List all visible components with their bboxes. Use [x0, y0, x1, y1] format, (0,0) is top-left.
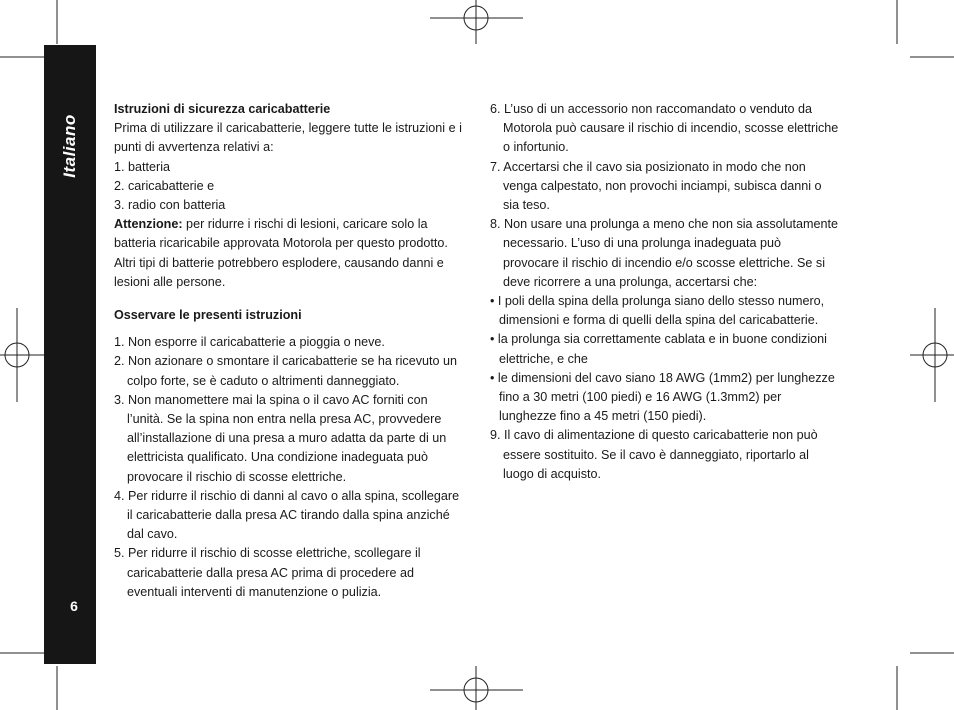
list-item: 9. Il cavo di alimentazione di questo caricabatterie non può essere sostituito. Se il cavo è danneggiato, riportarlo al luogo di acquisto. — [490, 428, 818, 481]
instruction-list-continued — [490, 100, 840, 484]
intro-paragraph: Prima di utilizzare il caricabatterie, leggere tutte le istruzioni e i punti di avvertenza relativi a: — [114, 121, 462, 155]
bullet-item: • la prolunga sia correttamente cablata e in buone condizioni elettriche, e che — [490, 332, 827, 366]
warning-text: per ridurre i rischi di lesioni, caricare solo la batteria ricaricabile approvata Motorola per questo prodotto. Altri tipi di batterie potrebbero esplodere, causando danni e lesioni alle persone. — [114, 217, 448, 289]
list-item: 7. Accertarsi che il cavo sia posizionato in modo che non venga calpestato, non provochi inciampi, subisca danni o sia teso. — [490, 159, 822, 213]
intro-item-3: 3. radio con batteria — [114, 198, 226, 213]
list-item: 5. Per ridurre il rischio di scosse elettriche, scollegare il caricabatterie dalla presa AC prima di procedere ad eventuali interventi di manutenzione o pulizia. — [114, 546, 421, 599]
list-item: 8. Non usare una prolunga a meno che non sia assolutamente necessario. L’uso di una prolunga inadeguata può provocare il rischio di incendio e/o scosse elettriche. Se si deve ricorrere a una prolunga, accertarsi che: — [490, 217, 838, 289]
warning-label: Attenzione: — [114, 217, 183, 232]
instruction-list — [114, 333, 464, 602]
warning-paragraph — [114, 215, 464, 292]
section-heading-safety: Istruzioni di sicurezza caricabatterie — [114, 102, 331, 116]
bullet-item: • I poli della spina della prolunga siano dello stesso numero, dimensioni e forma di quelli della spina del caricabatterie. — [490, 294, 825, 328]
list-item: 1. Non esporre il caricabatterie a pioggia o neve. — [114, 335, 385, 350]
bullet-item: • le dimensioni del cavo siano 18 AWG (1mm2) per lunghezze fino a 30 metri (100 piedi) e 16 AWG (1.3mm2) per lunghezze fino a 45 metri (150 piedi). — [490, 370, 835, 424]
page-number: 6 — [70, 598, 78, 614]
section-heading-instructions: Osservare le presenti istruzioni — [114, 308, 302, 323]
language-label — [55, 96, 85, 196]
language-label-text: Italiano — [60, 114, 80, 178]
left-column — [114, 100, 464, 602]
list-item: 4. Per ridurre il rischio di danni al cavo o alla spina, scollegare il caricabatterie dalla presa AC tirando dalla spina anziché dal cavo. — [114, 488, 460, 542]
list-item: 3. Non manomettere mai la spina o il cavo AC forniti con l’unità. Se la spina non entra nella presa AC, provvedere all’installazione di una presa a muro adatta da parte di un elettricista qualificato. Una condizione inadeguata può provocare il rischio di scosse elettriche. — [114, 392, 447, 484]
list-item: 6. L’uso di un accessorio non raccomandato o venduto da Motorola può causare il rischio di incendio, scosse elettriche o infortunio. — [490, 102, 839, 155]
right-column — [490, 100, 840, 484]
intro-item-1: 1. batteria — [114, 159, 171, 174]
list-item: 2. Non azionare o smontare il caricabatterie se ha ricevuto un colpo forte, se è caduto o altrimenti danneggiato. — [114, 354, 458, 388]
intro-item-2: 2. caricabatterie e — [114, 178, 215, 193]
